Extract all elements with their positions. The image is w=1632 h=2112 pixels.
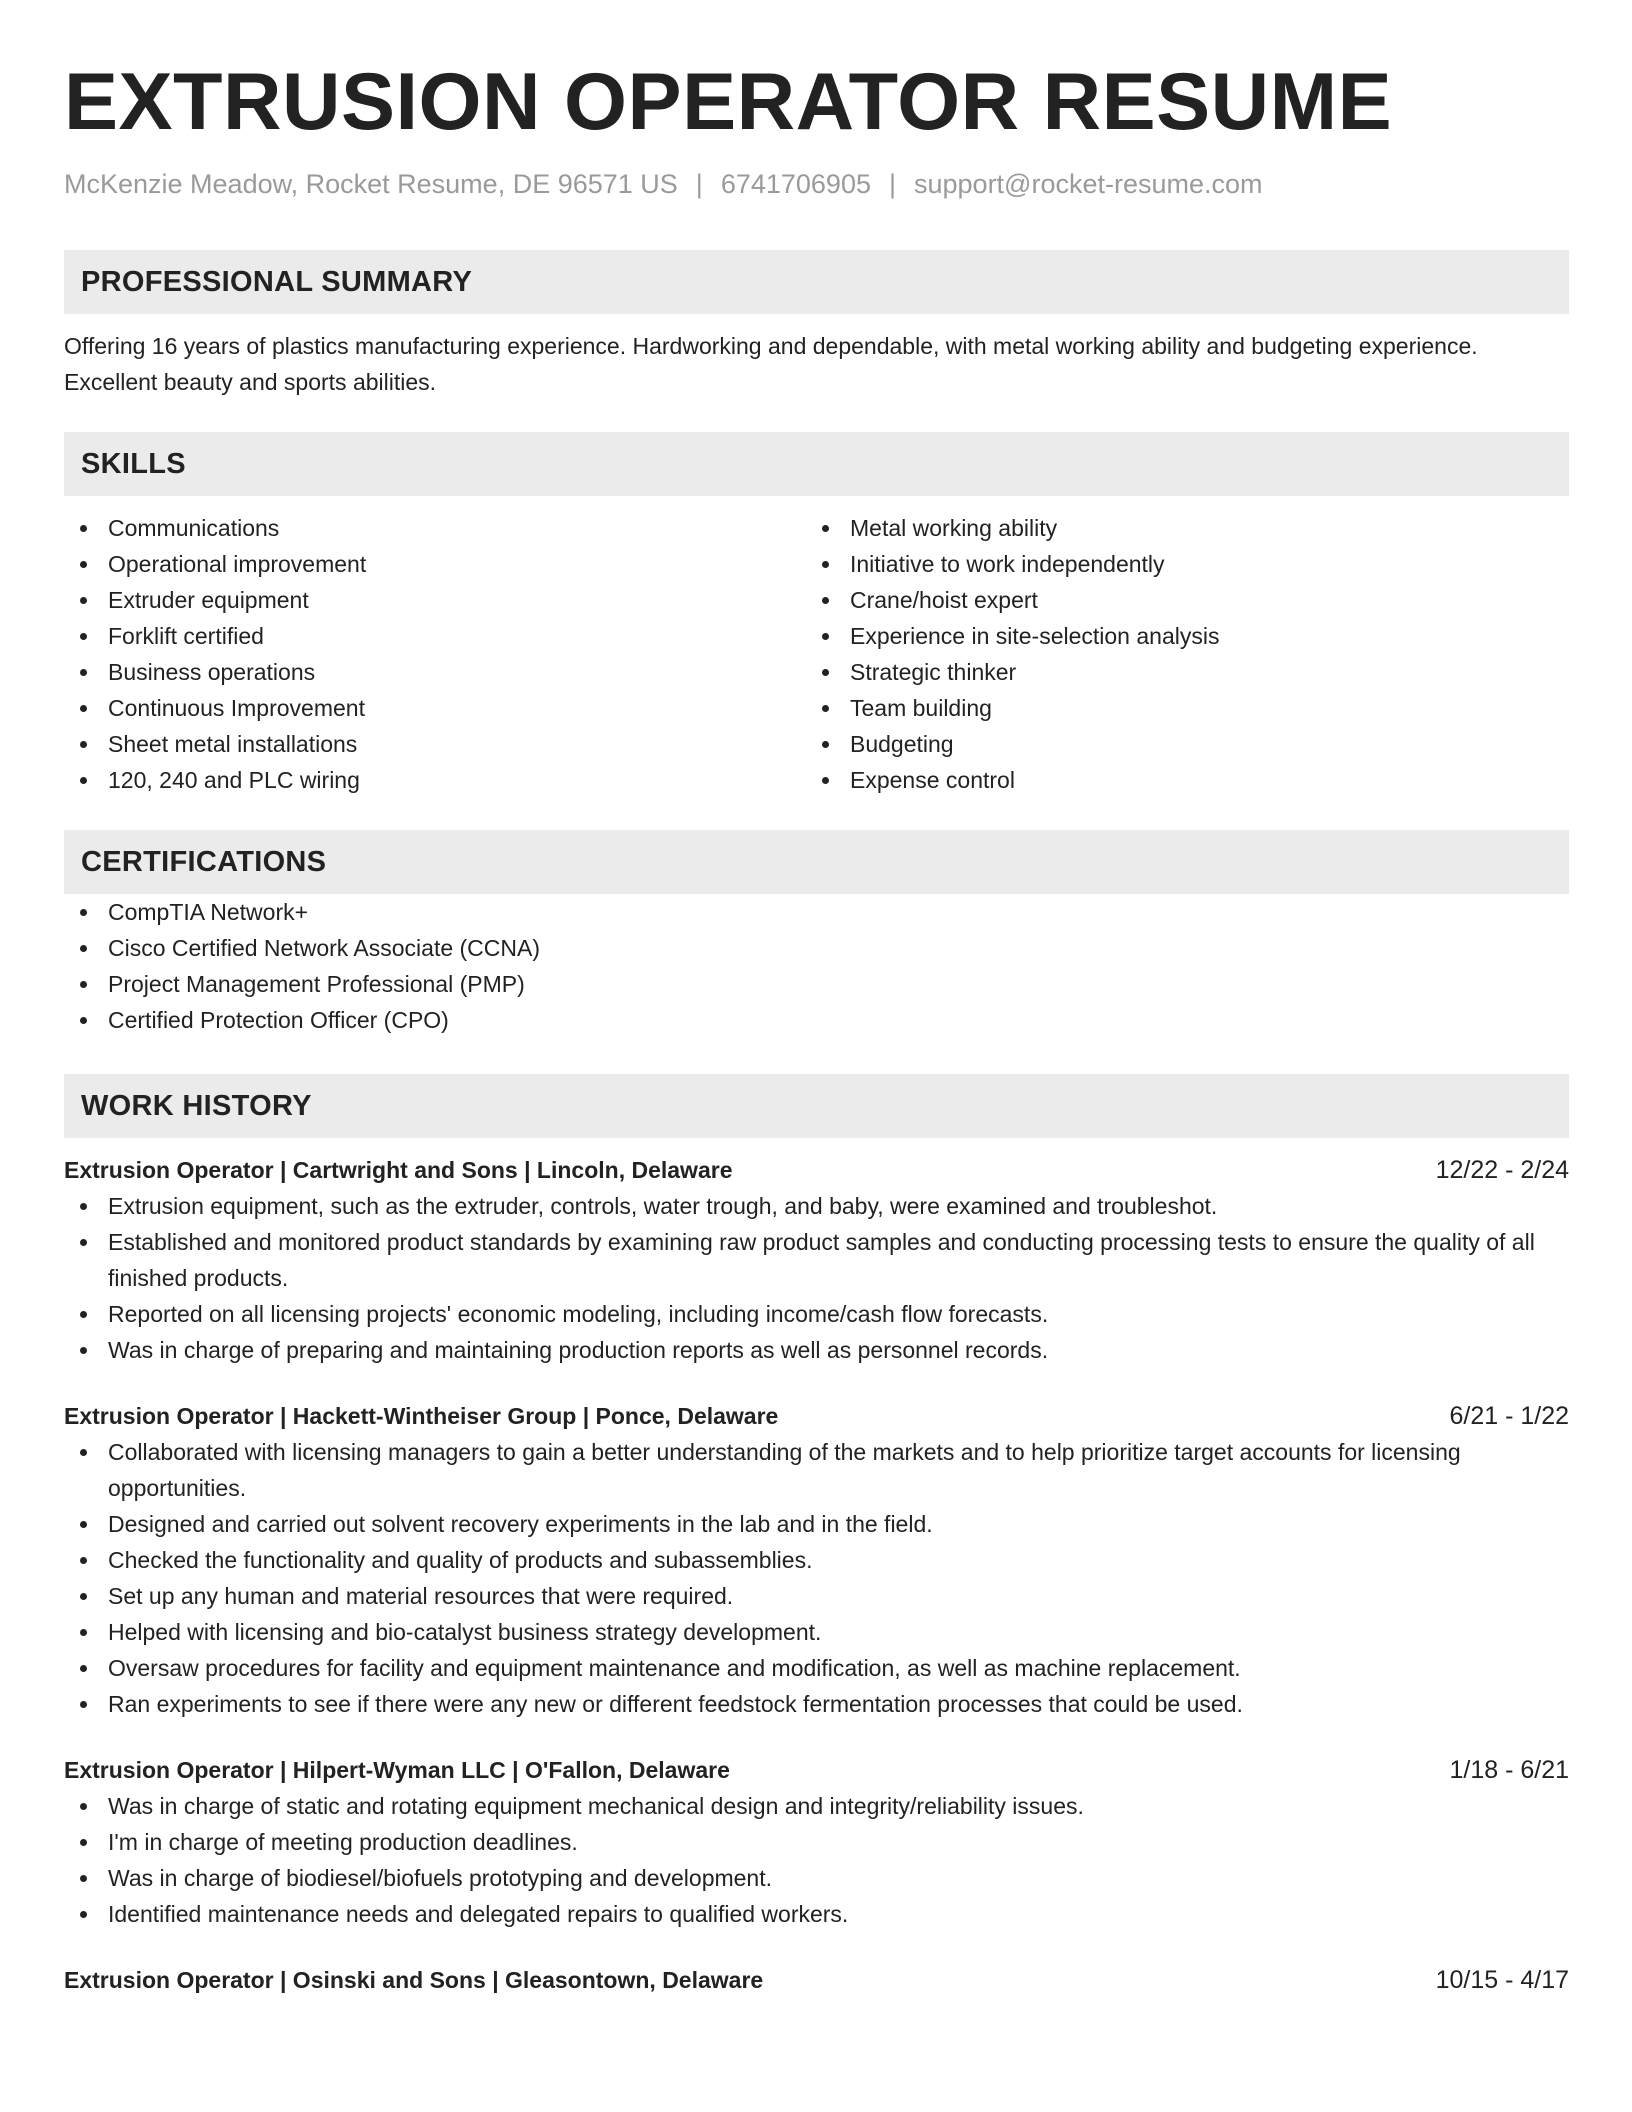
job-bullet: Was in charge of static and rotating equipment mechanical design and integrity/reliability issues. [64, 1788, 1569, 1824]
certifications-list [64, 894, 1569, 1038]
certification-item: CompTIA Network+ [64, 894, 1569, 930]
job-bullet: Was in charge of preparing and maintaining production reports as well as personnel records. [64, 1332, 1569, 1368]
job-entry [64, 1152, 1569, 1368]
job-bullet: Ran experiments to see if there were any new or different feedstock fermentation processes that could be used. [64, 1686, 1569, 1722]
resume-page [64, 52, 1569, 1998]
resume-title: EXTRUSION OPERATOR RESUME [64, 57, 1393, 147]
skill-item: Business operations [64, 654, 806, 690]
job-bullets [64, 1788, 1569, 1932]
skill-item: Team building [806, 690, 1548, 726]
job-entry [64, 1962, 1569, 1998]
contact-line [64, 166, 1569, 202]
job-bullet: Established and monitored product standards by examining raw product samples and conducting processing tests to ensure the quality of all finished products. [64, 1224, 1569, 1296]
job-bullet: Checked the functionality and quality of products and subassemblies. [64, 1542, 1569, 1578]
contact-separator: | [888, 169, 896, 199]
job-title: Extrusion Operator | Osinski and Sons | Gleasontown, Delaware [64, 1967, 764, 1993]
job-title: Extrusion Operator | Cartwright and Sons | Lincoln, Delaware [64, 1157, 733, 1183]
skill-item: Forklift certified [64, 618, 806, 654]
job-title: Extrusion Operator | Hackett-Wintheiser Group | Ponce, Delaware [64, 1403, 779, 1429]
job-header [64, 1752, 1569, 1788]
job-header [64, 1398, 1569, 1434]
job-dates: 1/18 - 6/21 [1449, 1756, 1569, 1784]
job-bullet: Collaborated with licensing managers to gain a better understanding of the markets and to help prioritize target accounts for licensing opportunities. [64, 1434, 1569, 1506]
work-history-heading: WORK HISTORY [64, 1074, 1569, 1138]
contact-email: support@rocket-resume.com [914, 169, 1263, 199]
skill-item: Operational improvement [64, 546, 806, 582]
skill-item: 120, 240 and PLC wiring [64, 762, 806, 798]
certifications-heading: CERTIFICATIONS [64, 830, 1569, 894]
skill-item: Extruder equipment [64, 582, 806, 618]
job-bullet: Was in charge of biodiesel/biofuels prototyping and development. [64, 1860, 1569, 1896]
job-bullet: Extrusion equipment, such as the extruder, controls, water trough, and baby, were examined and troubleshot. [64, 1188, 1569, 1224]
skill-item: Experience in site-selection analysis [806, 618, 1548, 654]
job-dates: 10/15 - 4/17 [1435, 1966, 1569, 1994]
job-title: Extrusion Operator | Hilpert-Wyman LLC | O'Fallon, Delaware [64, 1757, 730, 1783]
job-bullet: Identified maintenance needs and delegated repairs to qualified workers. [64, 1896, 1569, 1932]
contact-address: McKenzie Meadow, Rocket Resume, DE 96571 US [64, 169, 678, 199]
skills-columns [64, 510, 1569, 798]
job-header [64, 1152, 1569, 1188]
job-bullet: Set up any human and material resources that were required. [64, 1578, 1569, 1614]
job-entry [64, 1398, 1569, 1722]
skill-item: Initiative to work independently [806, 546, 1548, 582]
contact-phone: 6741706905 [720, 169, 871, 199]
job-bullet: Reported on all licensing projects' economic modeling, including income/cash flow forecasts. [64, 1296, 1569, 1332]
skills-column-right [806, 510, 1548, 798]
summary-heading: PROFESSIONAL SUMMARY [64, 250, 1569, 314]
skill-item: Crane/hoist expert [806, 582, 1548, 618]
job-bullet: I'm in charge of meeting production deadlines. [64, 1824, 1569, 1860]
job-dates: 6/21 - 1/22 [1449, 1402, 1569, 1430]
skill-item: Metal working ability [806, 510, 1548, 546]
skill-item: Strategic thinker [806, 654, 1548, 690]
job-bullet: Oversaw procedures for facility and equipment maintenance and modification, as well as machine replacement. [64, 1650, 1569, 1686]
summary-text: Offering 16 years of plastics manufacturing experience. Hardworking and dependable, with metal working ability and budgeting experience. Excellent beauty and sports abilities. [64, 333, 1478, 395]
contact-separator: | [695, 169, 703, 199]
certification-item: Cisco Certified Network Associate (CCNA) [64, 930, 1569, 966]
certification-item: Certified Protection Officer (CPO) [64, 1002, 1569, 1038]
skills-list-left [64, 510, 806, 798]
job-bullet: Helped with licensing and bio-catalyst business strategy development. [64, 1614, 1569, 1650]
job-dates: 12/22 - 2/24 [1435, 1156, 1569, 1184]
skills-column-left [64, 510, 806, 798]
certification-item: Project Management Professional (PMP) [64, 966, 1569, 1002]
skill-item: Expense control [806, 762, 1548, 798]
job-header [64, 1962, 1569, 1998]
skill-item: Communications [64, 510, 806, 546]
skills-list-right [806, 510, 1548, 798]
job-bullets [64, 1434, 1569, 1722]
skill-item: Sheet metal installations [64, 726, 806, 762]
skills-heading: SKILLS [64, 432, 1569, 496]
skill-item: Budgeting [806, 726, 1548, 762]
job-entry [64, 1752, 1569, 1932]
skill-item: Continuous Improvement [64, 690, 806, 726]
job-bullet: Designed and carried out solvent recovery experiments in the lab and in the field. [64, 1506, 1569, 1542]
job-bullets [64, 1188, 1569, 1368]
